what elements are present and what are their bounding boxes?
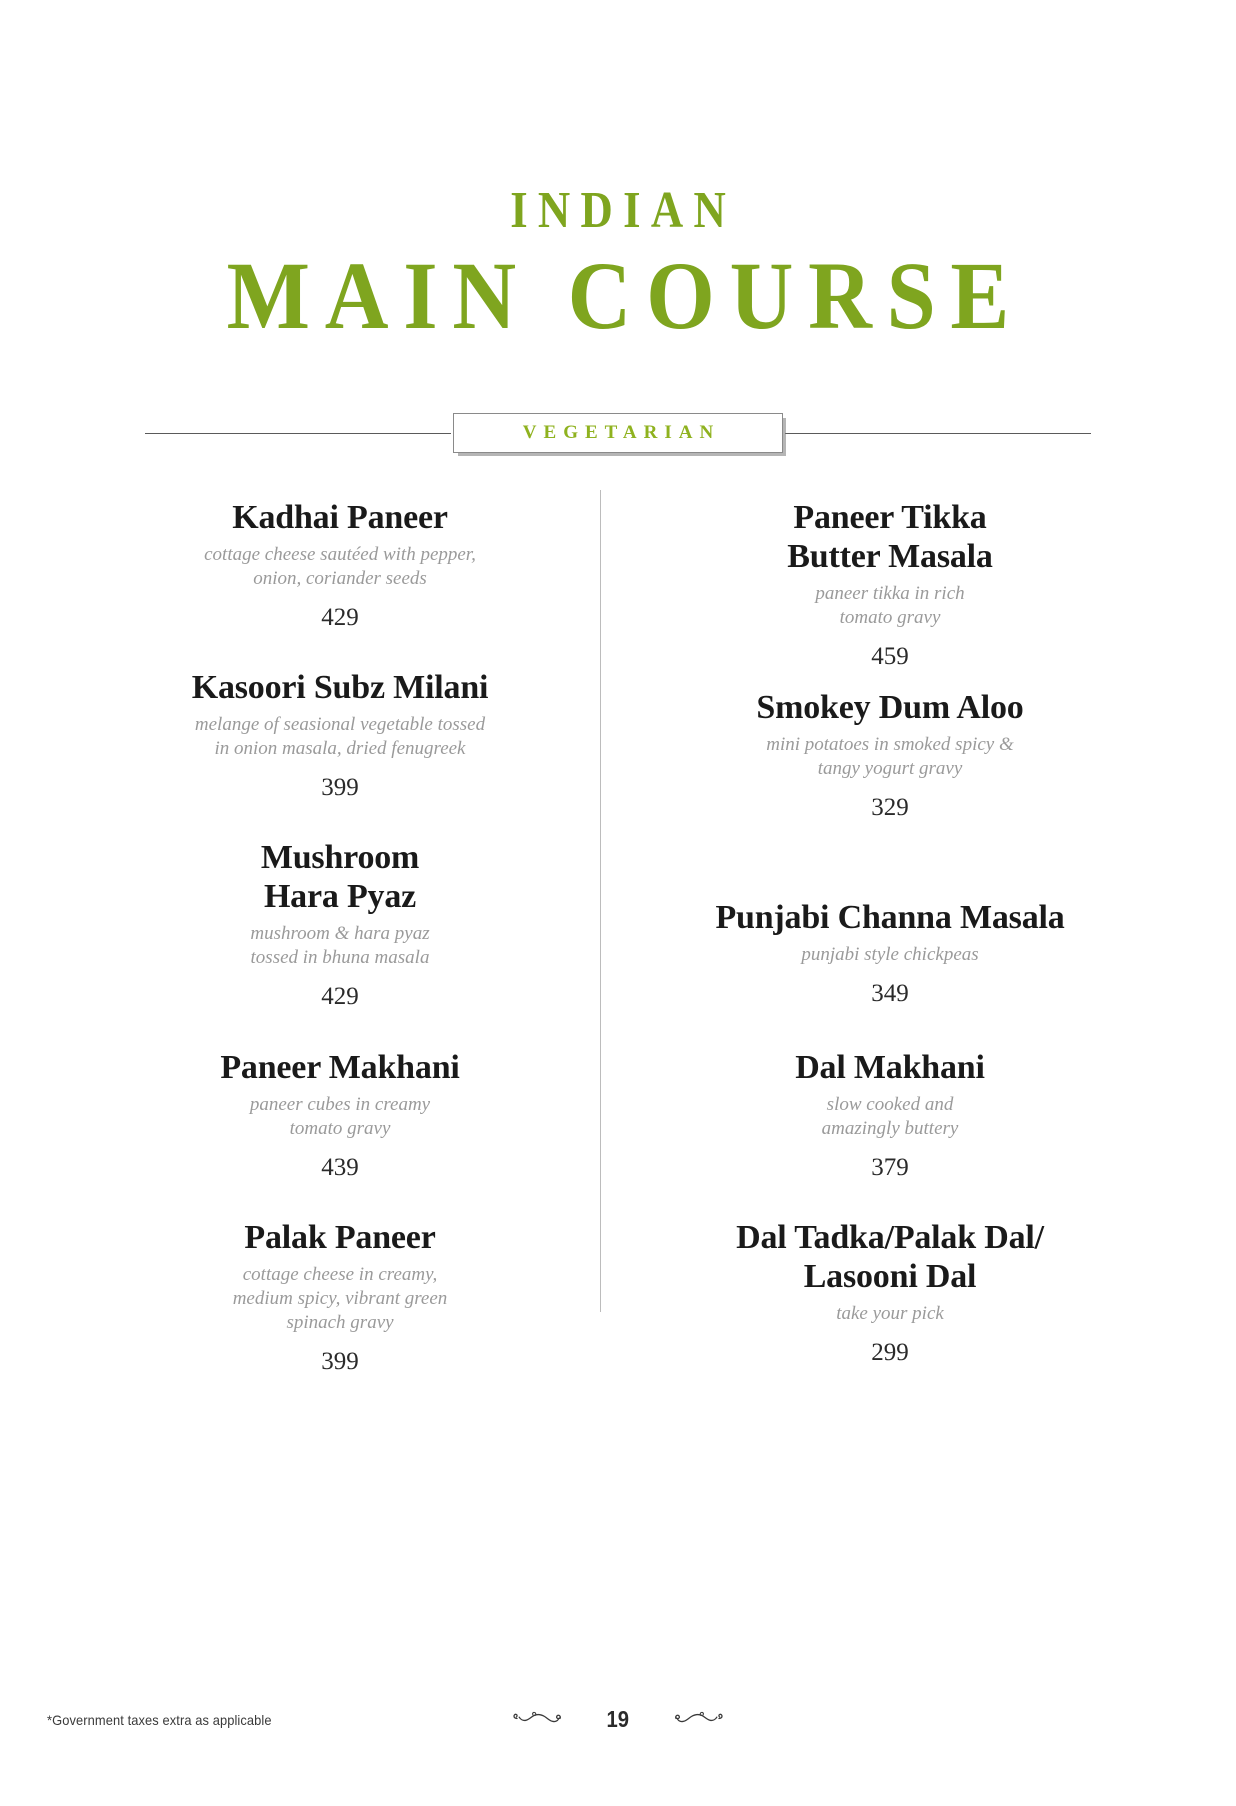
banner-rule-left: [145, 433, 451, 434]
section-label: VEGETARIAN: [522, 422, 721, 443]
page-number: 19: [606, 1706, 630, 1732]
menu-item-name: Dal Tadka/Palak Dal/ Lasooni Dal: [736, 1219, 1044, 1295]
menu-item: [105, 1048, 575, 1183]
section-banner: [0, 410, 1236, 456]
tax-disclaimer: *Government taxes extra as applicable: [47, 1712, 272, 1728]
menu-item-price: 329: [871, 794, 909, 821]
menu-item-name: Smokey Dum Aloo: [756, 689, 1024, 726]
menu-item-name: Mushroom Hara Pyaz: [260, 839, 420, 915]
menu-item-description: cottage cheese in creamy, medium spicy, vibrant green spinach gravy: [232, 1264, 448, 1333]
menu-item-description: paneer cubes in creamy tomato gravy: [249, 1094, 431, 1139]
banner-rule-right: [785, 433, 1091, 434]
menu-item-name: Kadhai Paneer: [232, 499, 448, 536]
menu-item: [655, 688, 1125, 823]
menu-item-description: melange of seasional vegetable tossed in onion masala, dried fenugreek: [194, 714, 486, 759]
menu-item: [105, 838, 575, 1012]
flourish-right-icon: [645, 1706, 723, 1733]
menu-item-description: mushroom & hara pyaz tossed in bhuna masala: [250, 923, 430, 968]
menu-item-price: 439: [321, 1154, 359, 1181]
column-divider: [600, 490, 601, 1312]
menu-item: [655, 898, 1125, 1009]
menu-item-description: mini potatoes in smoked spicy & tangy yogurt gravy: [766, 734, 1014, 779]
menu-item-description: paneer tikka in rich tomato gravy: [815, 583, 965, 628]
menu-item-description: slow cooked and amazingly buttery: [821, 1094, 959, 1139]
menu-item: [655, 498, 1125, 672]
menu-item-name: Dal Makhani: [795, 1049, 985, 1086]
menu-item-price: 299: [871, 1339, 909, 1366]
menu-item-price: 399: [321, 774, 359, 801]
menu-item-price: 429: [321, 604, 359, 631]
menu-item-name: Paneer Makhani: [220, 1049, 460, 1086]
flourish-left-icon: [513, 1706, 591, 1733]
menu-item-description: take your pick: [836, 1303, 944, 1324]
page-title: MAIN COURSE: [226, 242, 1025, 349]
menu-item: [105, 1218, 575, 1377]
menu-item-price: 459: [871, 643, 909, 670]
menu-item-price: 349: [871, 980, 909, 1007]
menu-item-name: Punjabi Channa Masala: [715, 899, 1065, 936]
menu-item-name: Paneer Tikka Butter Masala: [787, 499, 993, 575]
menu-item-description: cottage cheese sautéed with pepper, onion, coriander seeds: [204, 544, 476, 589]
menu-item-name: Kasoori Subz Milani: [191, 669, 489, 706]
menu-item-price: 379: [871, 1154, 909, 1181]
menu-item: [655, 1218, 1125, 1368]
menu-item-name: Palak Paneer: [244, 1219, 436, 1256]
page-header: [0, 182, 1236, 348]
section-label-box: [453, 413, 783, 453]
menu-item: [655, 1048, 1125, 1183]
page-footer: [0, 1706, 1236, 1733]
menu-item-price: 399: [321, 1348, 359, 1375]
menu-item-price: 429: [321, 983, 359, 1010]
menu-item: [105, 668, 575, 803]
menu-item-description: punjabi style chickpeas: [801, 944, 979, 965]
header-eyebrow: INDIAN: [510, 182, 737, 239]
menu-item: [105, 498, 575, 633]
